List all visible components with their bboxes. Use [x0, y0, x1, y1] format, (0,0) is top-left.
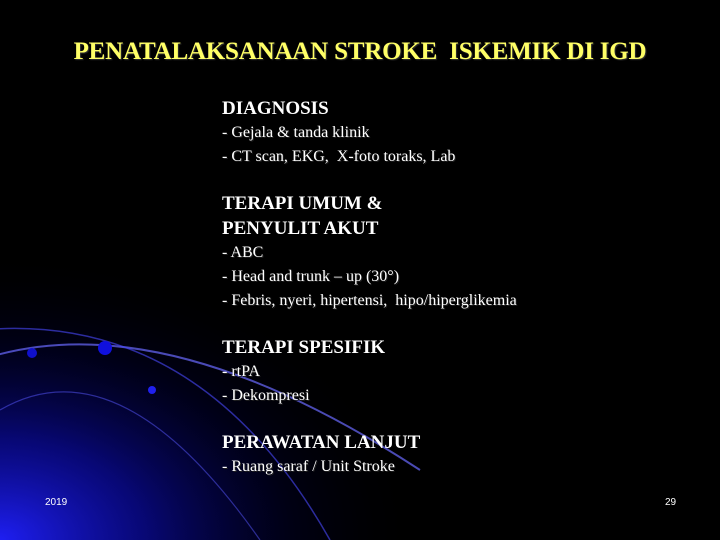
section-heading: DIAGNOSIS	[222, 98, 329, 119]
section-heading: TERAPI SPESIFIK	[222, 337, 386, 358]
section-heading: PENYULIT AKUT	[222, 218, 379, 239]
bullet-item: - Gejala & tanda klinik	[222, 124, 370, 141]
bullet-item: - CT scan, EKG, X-foto toraks, Lab	[222, 148, 456, 165]
section-perawatan-lanjut	[222, 430, 702, 479]
section-heading: PERAWATAN LANJUT	[222, 432, 421, 453]
bullet-item: - ABC	[222, 244, 264, 261]
slide-number: 29	[665, 497, 677, 508]
decor-dot-2	[27, 348, 37, 358]
section-diagnosis	[222, 96, 702, 169]
section-heading: TERAPI UMUM &	[222, 193, 383, 214]
footer-year: 2019	[45, 497, 68, 508]
section-terapi-spesifik	[222, 335, 702, 408]
decor-dot-1	[98, 341, 112, 355]
slide-content	[222, 96, 702, 479]
slide-title: PENATALAKSANAAN STROKE ISKEMIK DI IGD	[73, 38, 647, 65]
bullet-item: - Ruang saraf / Unit Stroke	[222, 458, 395, 475]
bullet-item: - Febris, nyeri, hipertensi, hipo/hiperglikemia	[222, 292, 517, 309]
decor-dot-3	[148, 386, 156, 394]
bullet-item: - Head and trunk – up (30°)	[222, 268, 400, 285]
bullet-item: - Dekompresi	[222, 387, 310, 404]
section-terapi-umum	[222, 191, 702, 313]
bullet-item: - rtPA	[222, 363, 261, 380]
